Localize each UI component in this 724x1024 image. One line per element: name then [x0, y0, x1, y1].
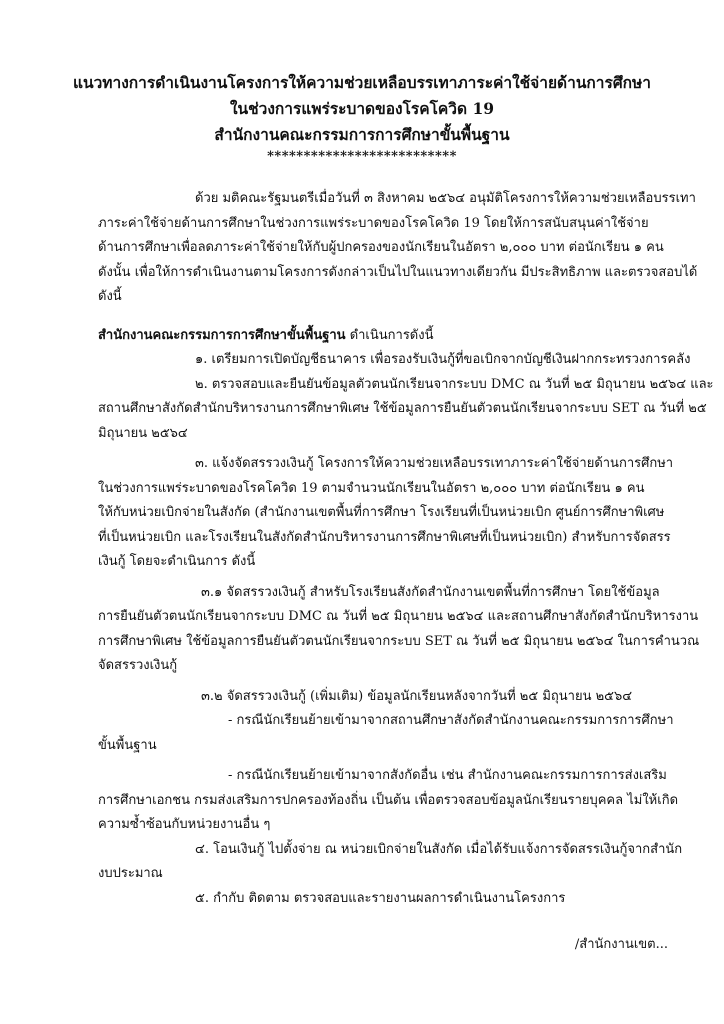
item-2: [98, 373, 714, 447]
item-3-2: [98, 685, 658, 710]
intro-line-5: ดังนี้: [98, 289, 122, 304]
item-3-line-3: ให้กับหน่วยเบิกจ่ายในสังกัด (สำนักงานเขตพื้นที่การศึกษา โรงเรียนที่เป็นหน่วยเบิก ศูนย์การศึกษาพิเศษ: [98, 505, 665, 520]
item-3-2-line-1: ๓.๒ จัดสรรวงเงินกู้ (เพิ่มเติม) ข้อมูลนักเรียนหลังจากวันที่ ๒๕ มิถุนายน ๒๕๖๔: [201, 688, 633, 704]
bullet-2-line-2: การศึกษาเอกชน กรมส่งเสริมการปกครองท้องถิ่น เป็นต้น เพื่อตรวจสอบข้อมูลนักเรียนรายบุคคล ไม่ให้เกิด: [98, 792, 679, 808]
title-line-3: สำนักงานคณะกรรมการการศึกษาขั้นพื้นฐาน: [214, 125, 510, 144]
item-3-1-line-3: การศึกษาพิเศษ ใช้ข้อมูลการยืนยันตัวตนนักเรียนจากระบบ SET ณ วันที่ ๒๕ มิถุนายน ๒๕๖๔ ในการคำนวณ: [98, 633, 700, 649]
intro-line-4: ดังนั้น เพื่อให้การดำเนินงานตามโครงการดังกล่าวเป็นไปในแนวทางเดียวกัน มีประสิทธิภาพ และตรวจสอบได้: [98, 264, 698, 280]
item-5: [98, 887, 658, 912]
item-2-line-3: มิถุนายน ๒๕๖๔: [98, 425, 188, 441]
item-3-line-4: ที่เป็นหน่วยเบิก และโรงเรียนในสังกัดสำนักบริหารงานการศึกษาพิเศษที่เป็นหน่วยเบิก) สำหรับการจัดสรร: [98, 529, 671, 545]
item-3-1-line-2: การยืนยันตัวตนนักเรียนจากระบบ DMC ณ วันที่ ๒๕ มิถุนายน ๒๕๖๔ และสถานศึกษาสังกัดสำนักบริหารงาน: [98, 609, 699, 624]
item-5-line-1: ๕. กำกับ ติดตาม ตรวจสอบและรายงานผลการดำเนินงานโครงการ: [195, 890, 566, 906]
item-1: [98, 348, 691, 373]
bullet-2: [98, 764, 679, 838]
intro-line-1: ด้วย มติคณะรัฐมนตรีเมื่อวันที่ ๓ สิงหาคม ๒๕๖๔ อนุมัติโครงการให้ความช่วยเหลือบรรเทา: [195, 191, 696, 206]
item-3: [98, 452, 674, 575]
continuation-note: /สำนักงานเขต...: [574, 937, 668, 952]
item-3-1: [98, 581, 700, 679]
item-4-line-2: งบประมาณ: [98, 866, 163, 881]
document-body: [98, 187, 714, 911]
bullet-1-line-1: - กรณีนักเรียนย้ายเข้ามาจากสถานศึกษาสังกัดสำนักงานคณะกรรมการการศึกษา: [228, 713, 674, 728]
item-2-line-1: ๒. ตรวจสอบและยืนยันข้อมูลตัวตนนักเรียนจากระบบ DMC ณ วันที่ ๒๕ มิถุนายน ๒๕๖๔ และ: [195, 376, 714, 392]
title-line-2: ในช่วงการแพร่ระบาดของโรคโควิด 19: [229, 99, 495, 118]
item-3-1-line-1: ๓.๑ จัดสรรวงเงินกู้ สำหรับโรงเรียนสังกัดสำนักงานเขตพื้นที่การศึกษา โดยใช้ข้อมูล: [201, 584, 660, 600]
intro-line-3: ด้านการศึกษาเพื่อลดภาระค่าใช้จ่ายให้กับผู้ปกครองของนักเรียนในอัตรา ๒,๐๐๐ บาท ต่อนักเรียน ๑ คน: [98, 240, 664, 255]
item-4-line-1: ๔. โอนเงินกู้ ไปตั้งจ่าย ณ หน่วยเบิกจ่ายในสังกัด เมื่อได้รับแจ้งการจัดสรรเงินกู้จากสำนัก: [195, 841, 683, 857]
title-separator: **************************: [267, 149, 457, 164]
item-1-line-1: ๑. เตรียมการเปิดบัญชีธนาคาร เพื่อรองรับเงินกู้ที่ขอเบิกจากบัญชีเงินฝากกระทรวงการคลัง: [195, 352, 691, 367]
bullet-2-line-3: ความซ้ำซ้อนกับหน่วยงานอื่น ๆ: [98, 817, 271, 832]
document-title: [0, 70, 724, 166]
item-3-line-2: ในช่วงการแพร่ระบาดของโรคโควิด 19 ตามจำนวนนักเรียนในอัตรา ๒,๐๐๐ บาท ต่อนักเรียน ๑ คน: [98, 480, 645, 496]
item-4: [98, 838, 683, 887]
item-3-1-line-4: จัดสรรวงเงินกู้: [98, 658, 178, 673]
obec-heading-suffix: ดำเนินการดังนี้: [345, 327, 434, 343]
obec-heading-bold: สำนักงานคณะกรรมการการศึกษาขั้นพื้นฐาน: [98, 327, 346, 343]
bullet-1: [98, 709, 674, 758]
bullet-1-line-2: ขั้นพื้นฐาน: [98, 737, 157, 753]
item-2-line-2: สถานศึกษาสังกัดสำนักบริหารงานการศึกษาพิเศษ ใช้ข้อมูลการยืนยันตัวตนนักเรียนจากระบบ SET ณ วันที่ ๒๕: [98, 401, 707, 416]
intro-line-2: ภาระค่าใช้จ่ายด้านการศึกษาในช่วงการแพร่ระบาดของโรคโควิด 19 โดยให้การสนับสนุนค่าใช้จ่าย: [98, 215, 649, 231]
intro-paragraph: [98, 187, 698, 310]
item-3-line-1: ๓. แจ้งจัดสรรวงเงินกู้ โครงการให้ความช่วยเหลือบรรเทาภาระค่าใช้จ่ายด้านการศึกษา: [195, 456, 674, 471]
bullet-2-line-1: - กรณีนักเรียนย้ายเข้ามาจากสังกัดอื่น เช่น สำนักงานคณะกรรมการการส่งเสริม: [228, 768, 667, 783]
title-line-1: แนวทางการดำเนินงานโครงการให้ความช่วยเหลือบรรเทาภาระค่าใช้จ่ายด้านการศึกษา: [73, 73, 651, 92]
obec-heading: [98, 324, 658, 349]
item-3-line-5: เงินกู้ โดยจะดำเนินการ ดังนี้: [98, 554, 256, 569]
